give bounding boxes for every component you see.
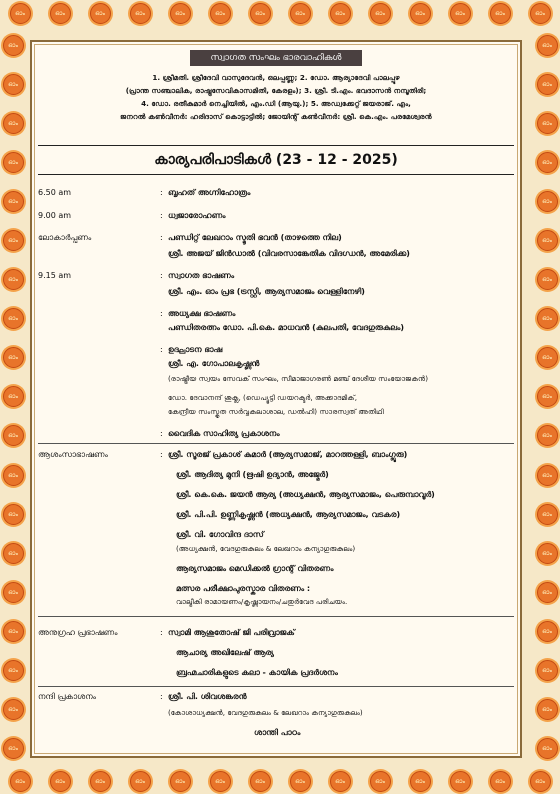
row-item: ധ്വജാരോഹണം: [168, 211, 226, 220]
om-medallion-icon: ഓം: [537, 230, 558, 251]
row-sub: വാല്മീകി രാമായണം/കൃഷ്ണായനം/ചതുർവേദ പരിചയം.: [176, 597, 348, 606]
om-medallion-icon: ഓം: [330, 3, 351, 24]
row-time: നന്ദി പ്രകാശനം: [38, 692, 97, 701]
om-medallion-icon: ഓം: [537, 699, 558, 720]
om-medallion-icon: ഓം: [3, 74, 24, 95]
om-medallion-icon: ഓം: [3, 230, 24, 251]
row-colon: :: [160, 309, 163, 318]
om-medallion-icon: ഓം: [3, 269, 24, 290]
row-colon: :: [160, 450, 163, 459]
om-medallion-icon: ഓം: [130, 3, 151, 24]
row-sub: ശ്രീ. എം. ഓം പ്രഭ (ട്രസ്റ്റി, ആര്യസമാജം വെള്ളിനേഴി): [168, 287, 365, 296]
om-medallion-icon: ഓം: [537, 113, 558, 134]
committee-heading: സ്വാഗത സംഘം ഭാരവാഹികൾ: [190, 50, 362, 66]
om-medallion-icon: ഓം: [3, 113, 24, 134]
row-sub: ശാന്തി പാഠം: [254, 728, 301, 737]
om-medallion-icon: ഓം: [410, 3, 431, 24]
om-medallion-icon: ഓം: [3, 191, 24, 212]
om-medallion-icon: ഓം: [537, 74, 558, 95]
om-medallion-icon: ഓം: [3, 35, 24, 56]
row-colon: :: [160, 692, 163, 701]
left-border: [0, 26, 26, 768]
om-medallion-icon: ഓം: [537, 543, 558, 564]
om-medallion-icon: ഓം: [370, 3, 391, 24]
om-medallion-icon: ഓം: [90, 3, 111, 24]
row-item: വൈദിക സാഹിത്യ പ്രകാശനം: [168, 429, 280, 438]
om-medallion-icon: ഓം: [537, 386, 558, 407]
row-item: സ്വാമി ആശുതോഷ് ജി പരിവ്രാജക്: [168, 628, 295, 637]
row-sub: മത്സര പരീക്ഷാപുരസ്കാര വിതരണം :: [176, 584, 311, 593]
om-medallion-icon: ഓം: [210, 771, 231, 792]
om-medallion-icon: ഓം: [3, 621, 24, 642]
row-time: 9.15 am: [38, 271, 72, 280]
row-item: ശ്രീ. പി. ശിവശങ്കരൻ: [168, 692, 247, 701]
om-medallion-icon: ഓം: [250, 771, 271, 792]
om-medallion-icon: ഓം: [250, 3, 271, 24]
row-time: അനുഗ്രഹ പ്രഭാഷണം: [38, 628, 118, 637]
row-time: ലോകാർപ്പണം: [38, 233, 92, 242]
row-item: ഉദ്ഘാടന ഭാഷ: [168, 345, 223, 354]
om-medallion-icon: ഓം: [3, 152, 24, 173]
row-colon: :: [160, 345, 163, 354]
row-colon: :: [160, 233, 163, 242]
om-medallion-icon: ഓം: [537, 582, 558, 603]
row-colon: :: [160, 429, 163, 438]
om-medallion-icon: ഓം: [537, 738, 558, 759]
om-medallion-icon: ഓം: [410, 771, 431, 792]
row-sub: ശ്രീ. വി. ഗോവിന്ദ ദാസ്: [176, 530, 264, 539]
om-medallion-icon: ഓം: [50, 3, 71, 24]
row-sub: കേന്ദ്രീയ സംസ്കൃത സർവ്വകലാശാല, ഡൽഹി) സാരസ്വത് അതിഥി: [168, 407, 384, 416]
om-medallion-icon: ഓം: [10, 3, 31, 24]
committee-line: 1. ശ്രീമതി. ശ്രീദേവി വാസുദേവൻ, ഒലപ്പണ്ണ; 2. ഡോ. ആര്യാദേവി പാലപ്പുഴ: [152, 73, 400, 82]
om-medallion-icon: ഓം: [537, 191, 558, 212]
committee-line: (പ്രാന്ത സഞ്ചാലിക, രാഷ്ട്രസേവികാസമിതി, കേരളം); 3. ശ്രീ. ടി.എം. ഭവദാസൻ നമ്പൂതിരി;: [125, 86, 427, 95]
om-medallion-icon: ഓം: [370, 771, 391, 792]
row-sub: (രാഷ്ട്രീയ സ്വയം സേവക് സംഘം, സീമാജാഗരൺ മഞ്ച് ദേശീയ സംയോജകൻ): [168, 374, 429, 383]
divider: [38, 686, 514, 687]
om-medallion-icon: ഓം: [3, 543, 24, 564]
row-item: അധ്യക്ഷ ഭാഷണം: [168, 309, 236, 318]
row-colon: :: [160, 188, 163, 197]
divider: [38, 443, 514, 444]
row-item: പണ്ഡിറ്റ് ലേഖറാം സ്മൃതി ഭവൻ (താഴത്തെ നില): [168, 233, 342, 242]
bottom-border: [0, 768, 560, 794]
programme-title: കാര്യപരിപാടികൾ (23 - 12 - 2025): [154, 152, 398, 168]
om-medallion-icon: ഓം: [537, 504, 558, 525]
row-item: ശ്രീ. സൂരജ് പ്രകാശ് കുമാർ (ആര്യസമാജ്, മാറത്തള്ളി, ബാംഗ്ലൂരു): [168, 450, 408, 459]
row-sub: ശ്രീ. അജയ് ജിൻഡാൽ (വിവരസാങ്കേതിക വിദഗ്ധൻ, അമേരിക്ക): [168, 249, 410, 258]
row-item: സ്വാഗത ഭാഷണം: [168, 271, 235, 280]
row-time: 6.50 am: [38, 188, 72, 197]
row-colon: :: [160, 271, 163, 280]
divider: [38, 174, 514, 175]
row-sub: ആചാര്യ അഖിലേഷ് ആര്യ: [176, 648, 274, 657]
om-medallion-icon: ഓം: [537, 152, 558, 173]
om-medallion-icon: ഓം: [537, 269, 558, 290]
om-medallion-icon: ഓം: [3, 386, 24, 407]
om-medallion-icon: ഓം: [3, 347, 24, 368]
om-medallion-icon: ഓം: [450, 771, 471, 792]
committee-line: ജനറൽ കൺവീനർ: ഹരിദാസ് കൊട്ടാട്ടിൽ; ജോയിന്റ് കൺവീനർ: ശ്രീ. കെ.എം. പരമേശ്വരൻ: [120, 112, 432, 121]
om-medallion-icon: ഓം: [537, 621, 558, 642]
om-medallion-icon: ഓം: [537, 660, 558, 681]
committee-line: 4. ഡോ. രതീകുമാർ നെച്ചിയിൽ, എം.ഡി (ആയു.); 5. അഡ്വക്കേറ്റ് ജയരാജ്. എം,: [141, 99, 411, 108]
row-colon: :: [160, 628, 163, 637]
content-panel: [30, 40, 522, 758]
row-sub: (അധ്യക്ഷൻ, വേദഗുരുകുലം & ലേഖറാം കന്യാഗുരുകുലം): [176, 544, 356, 553]
om-medallion-icon: ഓം: [210, 3, 231, 24]
om-medallion-icon: ഓം: [530, 771, 551, 792]
row-time: ആശംസാഭാഷണം: [38, 450, 108, 459]
om-medallion-icon: ഓം: [537, 465, 558, 486]
row-sub: പണ്ഡിതരത്നം ഡോ. പി.കെ. മാധവൻ (കുലപതി, വേദഗുരുകുലം): [168, 323, 405, 332]
om-medallion-icon: ഓം: [537, 347, 558, 368]
om-medallion-icon: ഓം: [50, 771, 71, 792]
divider: [38, 145, 514, 146]
om-medallion-icon: ഓം: [490, 3, 511, 24]
row-sub: ശ്രീ. പി.പി. ഉണ്ണികൃഷ്ണൻ (അധ്യക്ഷൻ, ആര്യസമാജം, വടകര): [176, 510, 401, 519]
om-medallion-icon: ഓം: [290, 3, 311, 24]
om-medallion-icon: ഓം: [330, 771, 351, 792]
om-medallion-icon: ഓം: [10, 771, 31, 792]
row-item: ബൃഹത് അഗ്നിഹോത്രം: [168, 188, 251, 197]
om-medallion-icon: ഓം: [537, 425, 558, 446]
om-medallion-icon: ഓം: [3, 465, 24, 486]
om-medallion-icon: ഓം: [537, 35, 558, 56]
om-medallion-icon: ഓം: [170, 771, 191, 792]
om-medallion-icon: ഓം: [3, 582, 24, 603]
row-colon: :: [160, 211, 163, 220]
divider: [38, 616, 514, 617]
row-sub: ശ്രീ. കെ.കെ. ജയൻ ആര്യ (അധ്യക്ഷൻ, ആര്യസമാജം, പെരുമ്പാവൂർ): [176, 490, 435, 499]
row-sub: ഡോ. ദേവാനന്ദ് ശുക്ല, (ഡെപ്യൂട്ടി ഡയറക്ടർ, അക്കാദമിക്,: [168, 393, 358, 402]
om-medallion-icon: ഓം: [3, 425, 24, 446]
right-border: [534, 26, 560, 768]
row-sub: ശ്രീ. എ. ഗോപാലകൃഷ്ണൻ: [168, 359, 260, 368]
om-medallion-icon: ഓം: [3, 308, 24, 329]
om-medallion-icon: ഓം: [3, 738, 24, 759]
om-medallion-icon: ഓം: [3, 699, 24, 720]
om-medallion-icon: ഓം: [537, 308, 558, 329]
om-medallion-icon: ഓം: [450, 3, 471, 24]
om-medallion-icon: ഓം: [490, 771, 511, 792]
row-sub: ശ്രീ. ആദിത്യ മുനി (ഋഷി ഉദ്യാൻ, അജ്മേർ): [176, 470, 329, 479]
row-sub: ബ്രഹ്മചാരികളുടെ കലാ - കായിക പ്രദർശനം: [176, 668, 338, 677]
om-medallion-icon: ഓം: [3, 660, 24, 681]
om-medallion-icon: ഓം: [170, 3, 191, 24]
om-medallion-icon: ഓം: [130, 771, 151, 792]
om-medallion-icon: ഓം: [290, 771, 311, 792]
row-time: 9.00 am: [38, 211, 72, 220]
row-sub: ആര്യസമാജം മെഡിക്കൽ ഗ്രാന്റ് വിതരണം: [176, 564, 334, 573]
om-medallion-icon: ഓം: [3, 504, 24, 525]
row-sub: (കോശാധ്യക്ഷൻ, വേദഗുരുകുലം & ലേഖറാം കന്യാഗുരുകുലം): [168, 708, 363, 717]
om-medallion-icon: ഓം: [530, 3, 551, 24]
top-border: [0, 0, 560, 26]
om-medallion-icon: ഓം: [90, 771, 111, 792]
